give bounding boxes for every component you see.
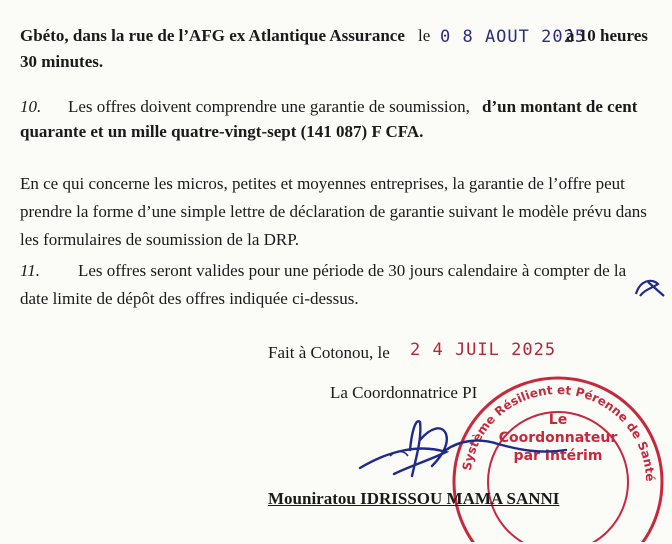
item-10-line-2: quarante et un mille quatre-vingt-sept (141 087) F CFA. (20, 122, 424, 141)
seal-ring-text: Système Résilient et Pérenne de Santé (459, 382, 658, 482)
place-and-date-label: Fait à Cotonou, le (268, 343, 390, 362)
paragraph-1-line-1: Gbéto, dans la rue de l’AFG ex Atlantique Assurance (20, 26, 405, 45)
guarantee-paragraph-line-2: prendre la forme d’une simple lettre de déclaration de garantie suivant le modèle prévu dans (20, 202, 647, 221)
seal-center-line-1: Le (548, 412, 568, 428)
paragraph-1-time: à 10 heures (566, 26, 648, 45)
item-10-line-1-bold: d’un montant de cent (482, 97, 638, 116)
margin-initials-mark (630, 272, 670, 302)
seal-center-line-3: par Intérim (513, 448, 603, 464)
date-stamp-signed: 2 4 JUIL 2025 (410, 340, 557, 360)
item-11-line-1: Les offres seront valides pour une période de 30 jours calendaire à compter de la (78, 261, 627, 280)
guarantee-paragraph-line-3: les formulaires de soumission de la DRP. (20, 230, 300, 249)
handwritten-signature-icon (350, 410, 580, 490)
seal-center-line-2: Coordonnateur (498, 430, 618, 446)
date-stamp-received: 0 8 AOUT 2025 (440, 27, 587, 47)
signatory-title: La Coordonnatrice PI (330, 383, 478, 402)
item-11-number: 11. (20, 261, 40, 280)
item-10-number: 10. (20, 97, 42, 116)
paragraph-1-le: le (418, 26, 431, 45)
item-11-line-2: date limite de dépôt des offres indiquée ci-dessus. (20, 289, 359, 308)
item-10-line-1-normal: Les offres doivent comprendre une garantie de soumission, (68, 97, 470, 116)
guarantee-paragraph-line-1: En ce qui concerne les micros, petites et moyennes entreprises, la garantie de l’offre peut (20, 174, 625, 193)
signatory-name: Mouniratou IDRISSOU MAMA SANNI (268, 489, 560, 508)
paragraph-1-line-2: 30 minutes. (20, 52, 104, 71)
